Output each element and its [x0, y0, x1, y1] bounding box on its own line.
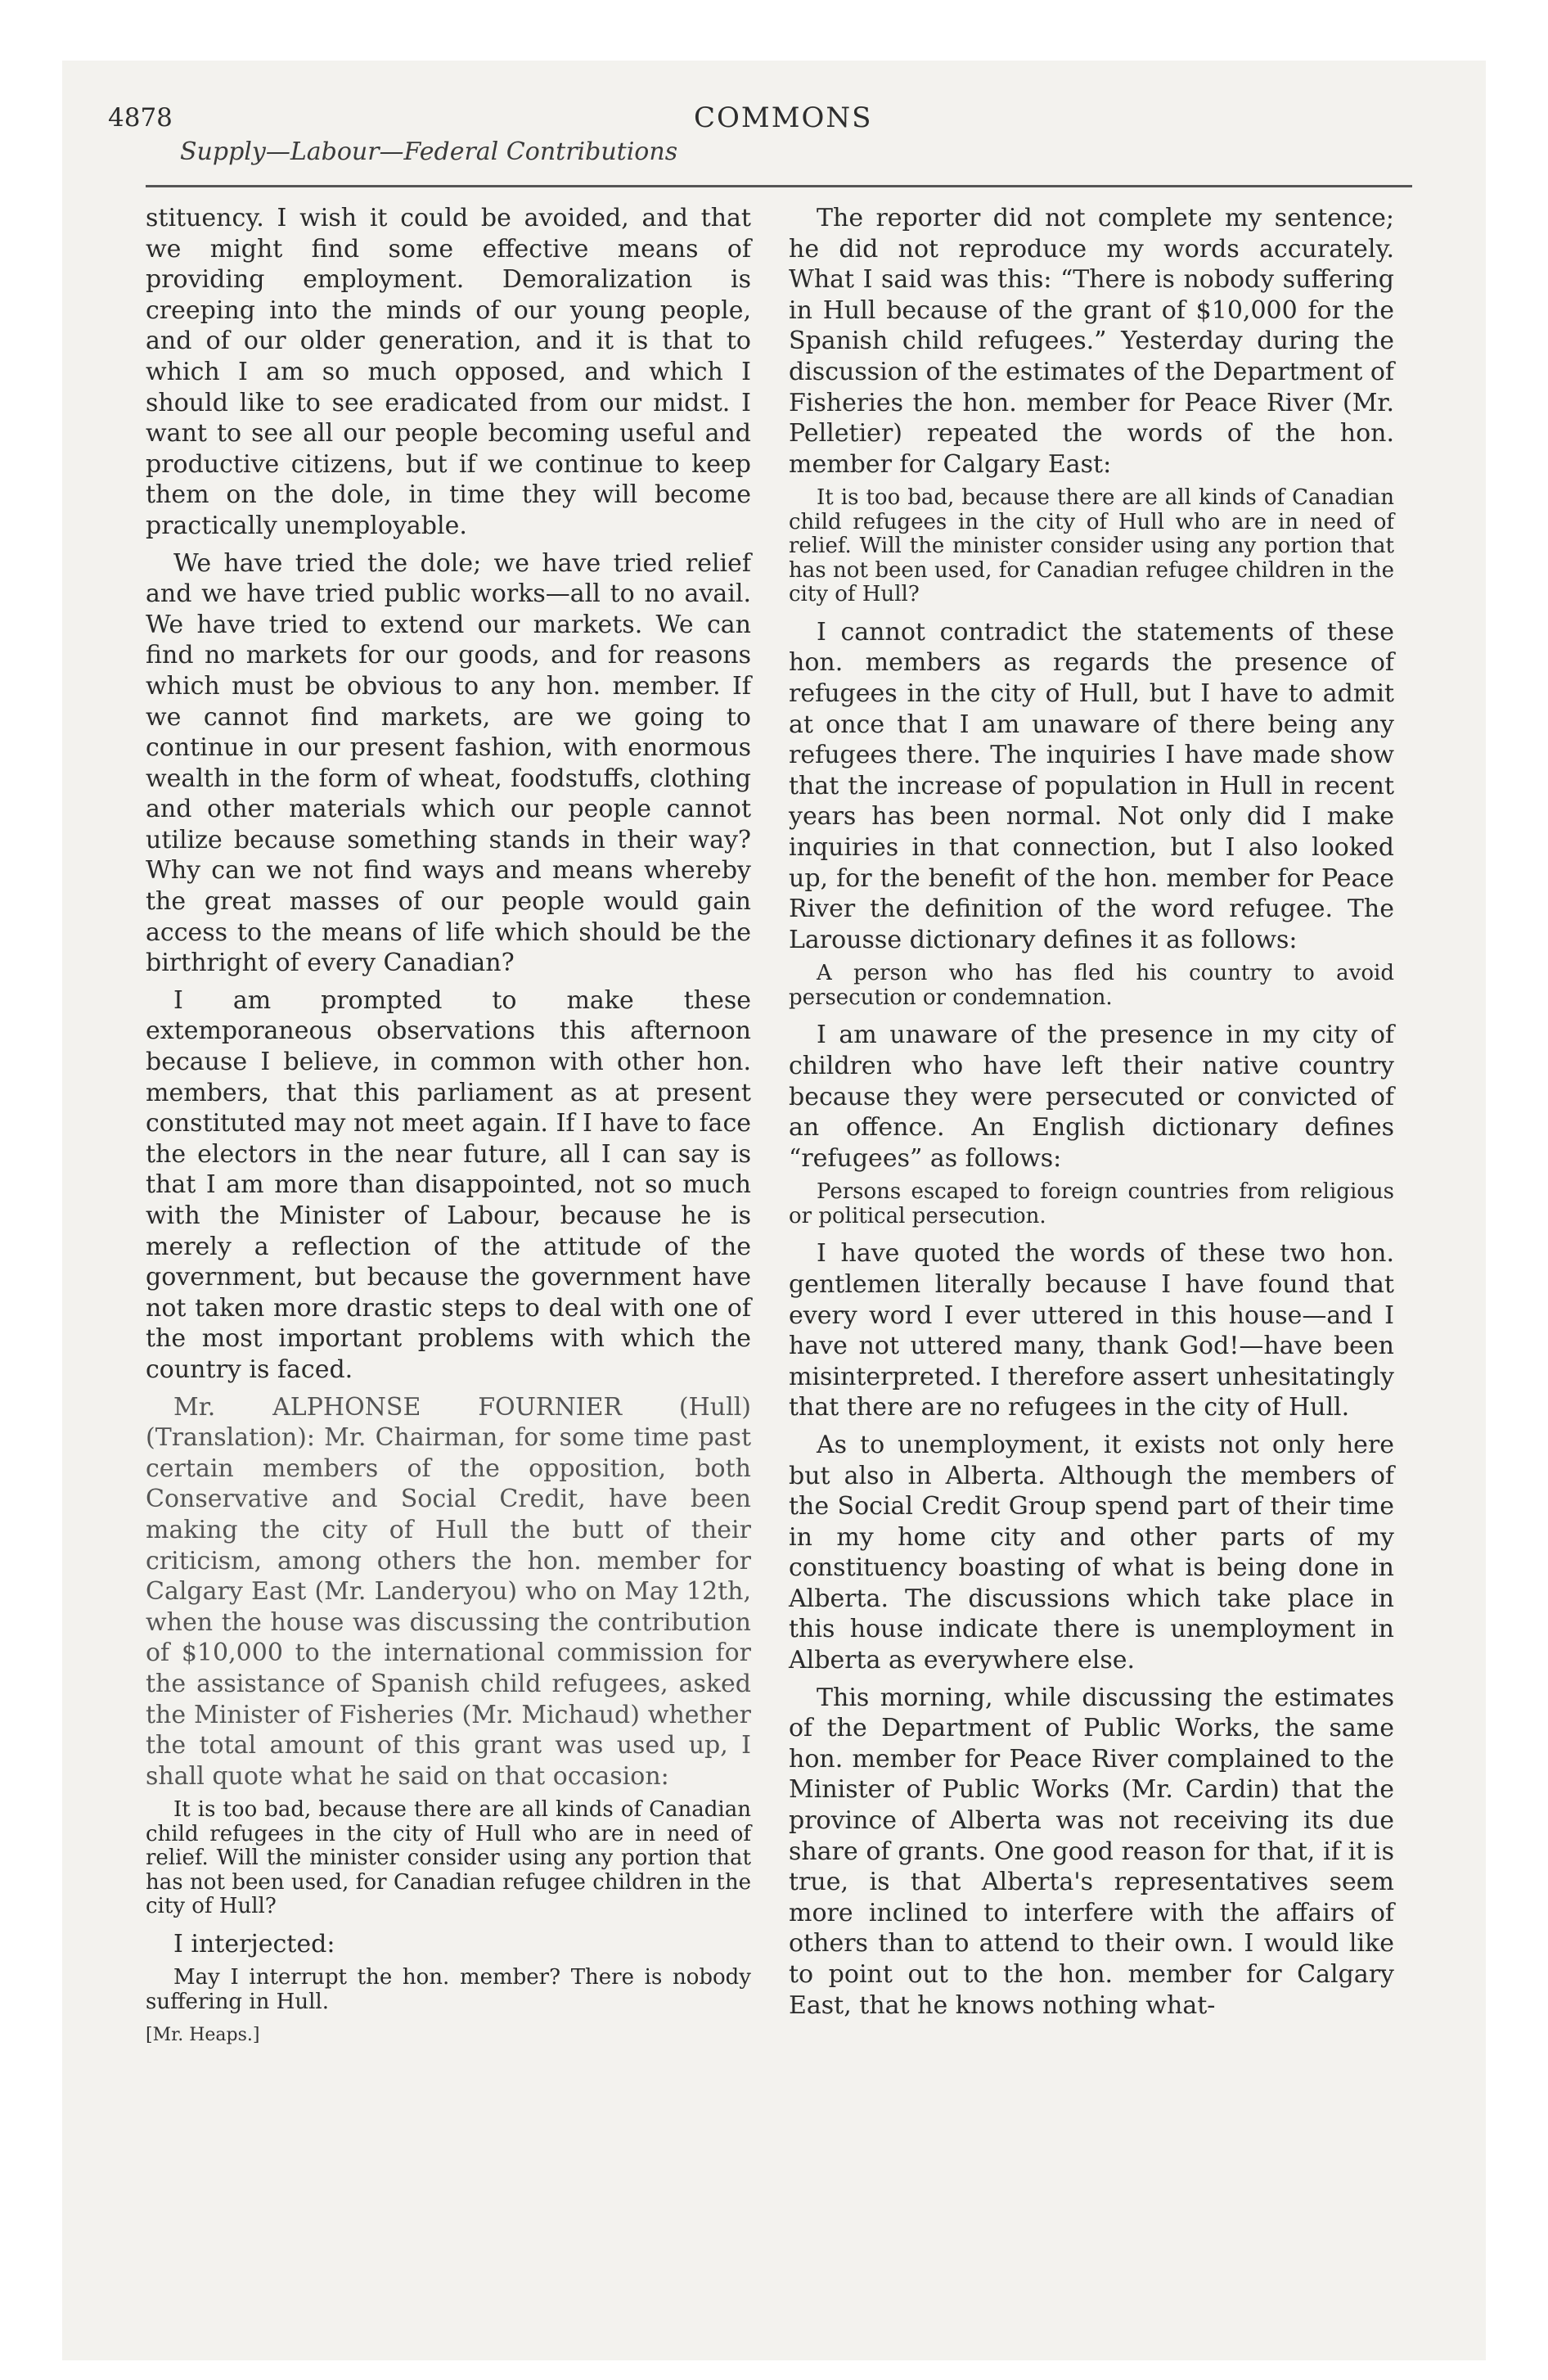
paragraph: Mr. ALPHONSE FOURNIER (Hull) (Translation): Mr. Chairman, for some time past certain members of the opposition, both Conservative and Social Credit, have been making the city of Hull the butt of their criticism, among others the hon. member for Calgary East (Mr. Landeryou) who on May 12th, when the house was discussing the contribution of $10,000 to the international commission for the assistance of Spanish child refugees, asked the Minister of Fisheries (Mr. Michaud) whether the total amount of this grant was used up, I shall quote what he said on that occasion: — [146, 1392, 751, 1791]
block-quote: It is too bad, because there are all kinds of Canadian child refugees in the city of Hull who are in need of relief. Will the minister consider using any portion that has not been used, for Canadian refugee children in the city of Hull? — [789, 485, 1394, 607]
paragraph: I am unaware of the presence in my city of children who have left their native country because they were persecuted or convicted of an offence. An English dictionary defines “refugees” as follows: — [789, 1021, 1394, 1173]
page-subtitle: Supply—Labour—Federal Contributions — [180, 137, 678, 166]
block-quote: Persons escaped to foreign countries from religious or political persecution. — [789, 1179, 1394, 1228]
left-column — [146, 203, 751, 2053]
paragraph: As to unemployment, it exists not only here but also in Alberta. Although the members of the Social Credit Group spend part of their time in my home city and other parts of my constituency boasting of what is being done in Alberta. The discussions which take place in this house indicate there is unemployment in Alberta as everywhere else. — [789, 1430, 1394, 1675]
paragraph: We have tried the dole; we have tried relief and we have tried public works—all to no avail. We have tried to extend our markets. We can find no markets for our goods, and for reasons which must be obvious to any hon. member. If we cannot find markets, are we going to continue in our present fashion, with enormous wealth in the form of wheat, foodstuffs, clothing and other materials which our people cannot utilize because something stands in their way? Why can we not find ways and means whereby the great masses of our people would gain access to the means of life which should be the birthright of every Canadian? — [146, 548, 751, 978]
header-rule — [146, 185, 1412, 187]
paragraph: This morning, while discussing the estimates of the Department of Public Works, the same hon. member for Peace River complained to the Minister of Public Works (Mr. Cardin) that the province of Alberta was not receiving its due share of grants. One good reason for that, if it is true, is that Alberta's representatives seem more inclined to interfere with the affairs of others than to attend to their own. I would like to point out to the hon. member for Calgary East, that he knows nothing what- — [789, 1683, 1394, 2020]
speaker-footer: [Mr. Heaps.] — [146, 2025, 260, 2046]
block-quote: A person who has fled his country to avoid persecution or condemnation. — [789, 961, 1394, 1010]
page-title: COMMONS — [694, 101, 873, 134]
paragraph: stituency. I wish it could be avoided, and that we might find some effective means of providing employment. Demoralization is creeping into the minds of our young people, and of our older generation, and it is that to which I am so much opposed, and which I should like to see eradicated from our midst. I want to see all our people becoming useful and productive citizens, but if we continue to keep them on the dole, in time they will become practically unemployable. — [146, 204, 751, 540]
paragraph: I cannot contradict the statements of these hon. members as regards the presence of refugees in the city of Hull, but I have to admit at once that I am unaware of there being any refugees there. The inquiries I have made show that the increase of population in Hull in recent years has been normal. Not only did I make inquiries in that connection, but I also looked up, for the benefit of the hon. member for Peace River the definition of the word refugee. The Larousse dictionary defines it as follows: — [789, 617, 1394, 954]
right-column — [789, 203, 1394, 2027]
page-number: 4878 — [108, 103, 173, 133]
paragraph: The reporter did not complete my sentence; he did not reproduce my words accurately. What I said was this: “There is nobody suffering in Hull because of the grant of $10,000 for the Spanish child refugees.” Yesterday during the discussion of the estimates of the Department of Fisheries the hon. member for Peace River (Mr. Pelletier) repeated the words of the hon. member for Calgary East: — [789, 204, 1394, 479]
paragraph: I interjected: — [173, 1929, 335, 1959]
block-quote: It is too bad, because there are all kinds of Canadian child refugees in the city of Hull who are in need of relief. Will the minister consider using any portion that has not been used, for Canadian refugee children in the city of Hull? — [146, 1797, 751, 1919]
block-quote: May I interrupt the hon. member? There is nobody suffering in Hull. — [146, 1965, 751, 2014]
paragraph: I have quoted the words of these two hon. gentlemen literally because I have found that every word I ever uttered in this house—and I have not uttered many, thank God!—have been misinterpreted. I therefore assert unhesitatingly that there are no refugees in the city of Hull. — [789, 1239, 1394, 1422]
paragraph: I am prompted to make these extemporaneous observations this afternoon because I believe, in common with other hon. members, that this parliament as at present constituted may not meet again. If I have to face the electors in the near future, all I can say is that I am more than disappointed, not so much with the Minister of Labour, because he is merely a reflection of the attitude of the government, but because the government have not taken more drastic steps to deal with one of the most important problems with which the country is faced. — [146, 985, 751, 1384]
